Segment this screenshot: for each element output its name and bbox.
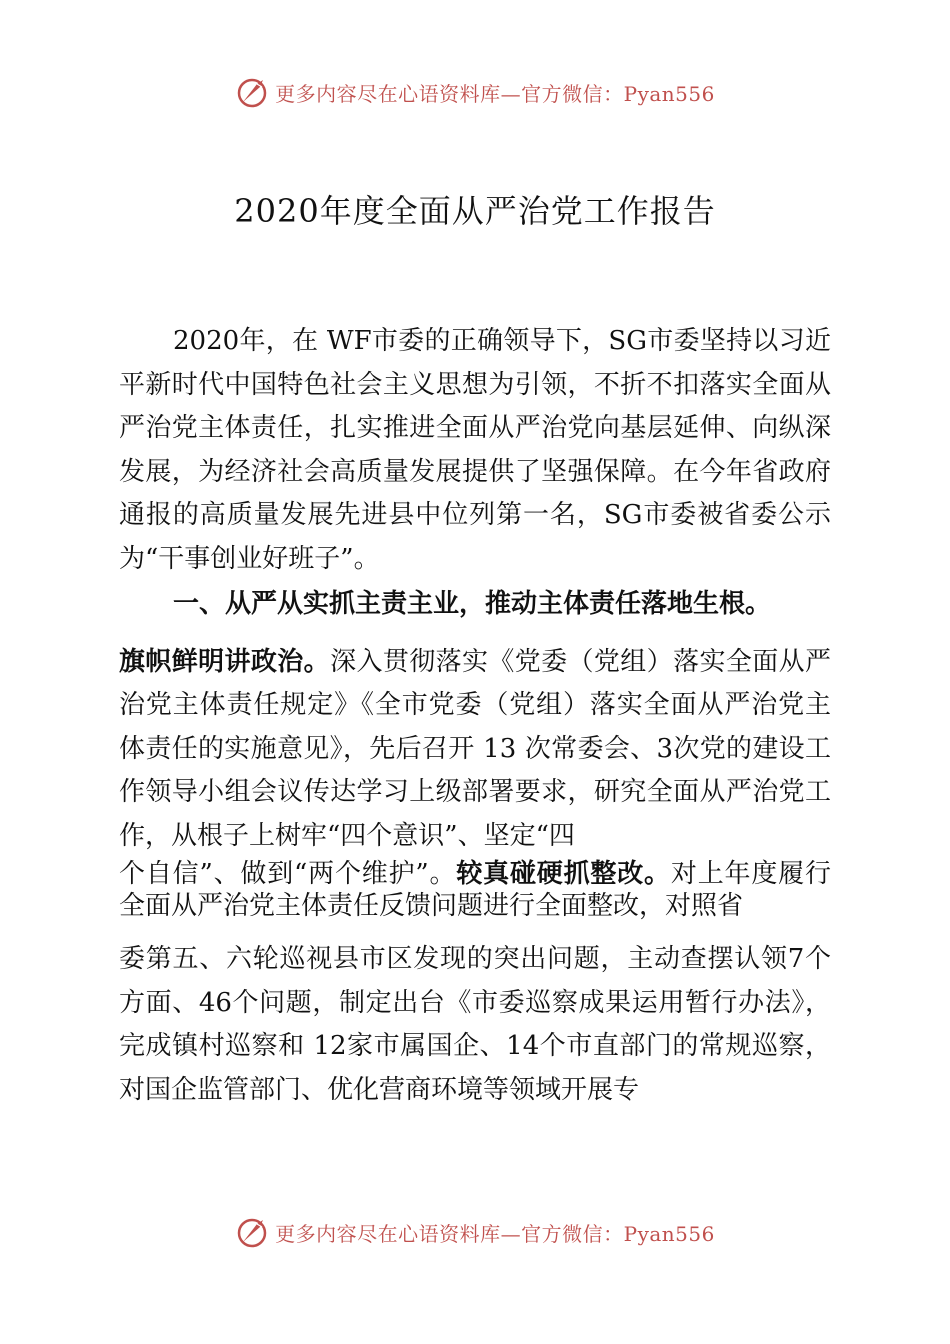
paragraph-1-text-b: 个自信”、做到“两个维护”。 [119, 859, 457, 889]
watermark-text: 更多内容尽在心语资料库—官方微信：Pyan556 [275, 1221, 715, 1246]
pen-nib-logo-icon [235, 74, 271, 110]
paragraph-2: 委第五、六轮巡视县市区发现的突出问题，主动查摆认领7个方面、46个问题，制定出台《市委巡察成果运用暂行办法》，完成镇村巡察和 12家市属国企、14个市直部门的常规巡察，对国企监管部门、优化营商环境等领域开展专 [119, 944, 831, 1105]
document-title: 2020年度全面从严治党工作报告 [234, 192, 716, 230]
header-watermark [0, 70, 950, 114]
page-break-gap [119, 922, 831, 938]
watermark-text: 更多内容尽在心语资料库—官方微信：Pyan556 [275, 81, 715, 106]
paragraph-1-continued [119, 858, 831, 922]
paragraph-1-text-a: 深入贯彻落实《党委（党组）落实全面从严治党主体责任规定》《全市党委（党组）落实全面从严治党主体责任的实施意见》，先后召开 13 次常委会、3次党的建设工作领导小组会议传达学习上级部署要求，研究全面从严治党工作，从根子上树牢“四个意识”、坚定“四 [119, 646, 831, 851]
paragraph-1-text-c: 对上年度履行全面从严治党主体责任反馈问题进行全面整改，对照省 [119, 859, 831, 921]
pen-nib-logo-icon [235, 1214, 271, 1250]
section-heading-1: 一、从严从实抓主责主业，推动主体责任落地生根。 [173, 589, 772, 619]
paragraph-1 [119, 641, 831, 859]
paragraph-1-lead: 旗帜鲜明讲政治。 [119, 646, 331, 677]
paragraph-1-lead-2: 较真碰硬抓整改。 [456, 859, 671, 889]
document-body [119, 320, 831, 1112]
footer-watermark [0, 1210, 950, 1254]
intro-paragraph: 2020年，在 WF市委的正确领导下，SG市委坚持以习近平新时代中国特色社会主义思想为引领，不折不扣落实全面从严治党主体责任，扎实推进全面从严治党向基层延伸、向纵深发展，为经济社会高质量发展提供了坚强保障。在今年省政府通报的高质量发展先进县中位列第一名，SG市委被省委公示为“干事创业好班子”。 [119, 326, 831, 574]
